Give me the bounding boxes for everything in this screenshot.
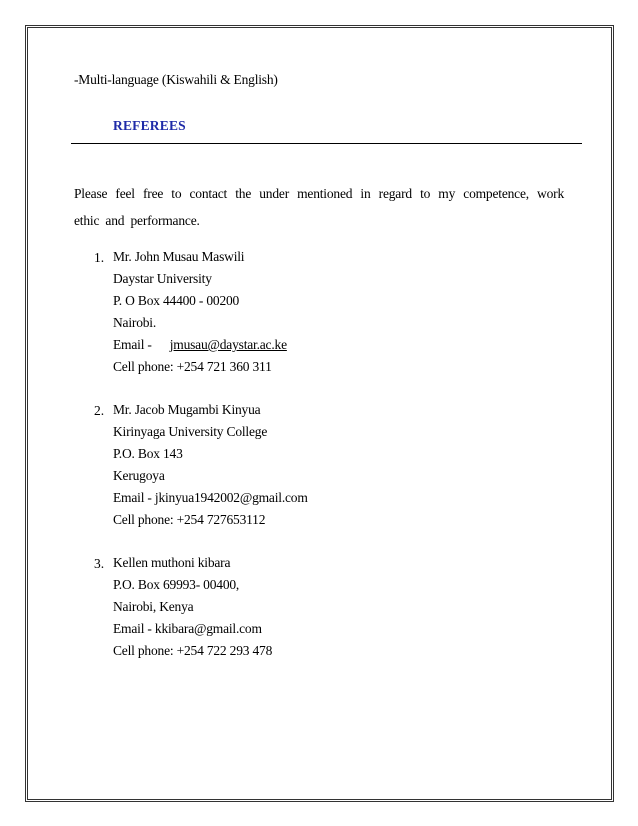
referee-organization: Kirinyaga University College xyxy=(113,424,268,439)
referee-email-line xyxy=(113,618,272,640)
referee-number: 3. xyxy=(94,556,105,571)
referee-town: Nairobi. xyxy=(113,315,157,330)
referee-phone: Cell phone: +254 722 293 478 xyxy=(113,643,273,658)
referee-name: Mr. John Musau Maswili xyxy=(113,249,245,264)
email-label: Email - xyxy=(113,490,152,505)
referee-email-line xyxy=(113,487,308,509)
referee-town: Nairobi, Kenya xyxy=(113,599,194,614)
referee-phone: Cell phone: +254 721 360 311 xyxy=(113,359,272,374)
referee-phone: Cell phone: +254 727653112 xyxy=(113,512,266,527)
language-skill-line: -Multi-language (Kiswahili & English) xyxy=(74,72,278,87)
referees-intro-paragraph: Please feel free to contact the under mentioned in regard to my competence, work ethic and performance. xyxy=(74,186,564,228)
referee-postal-box: P.O. Box 143 xyxy=(113,446,183,461)
referee-email-line xyxy=(113,334,287,356)
referee-number: 1. xyxy=(94,250,105,265)
email-label: Email - xyxy=(113,621,152,636)
referee-organization: Daystar University xyxy=(113,271,212,286)
referee-postal-box: P.O. Box 69993- 00400, xyxy=(113,577,240,592)
referee-name: Mr. Jacob Mugambi Kinyua xyxy=(113,402,261,417)
referee-town: Kerugoya xyxy=(113,468,165,483)
email-label: Email - xyxy=(113,337,152,352)
referee-email[interactable]: kkibara@gmail.com xyxy=(154,621,262,636)
referee-name: Kellen muthoni kibara xyxy=(113,555,231,570)
referee-number: 2. xyxy=(94,403,105,418)
referees-heading: REFEREES xyxy=(113,118,186,133)
referee-postal-box: P. O Box 44400 - 00200 xyxy=(113,293,240,308)
section-divider xyxy=(71,143,582,144)
referee-email[interactable]: jkinyua1942002@gmail.com xyxy=(154,490,308,505)
referee-email-link[interactable]: jmusau@daystar.ac.ke xyxy=(169,337,287,352)
